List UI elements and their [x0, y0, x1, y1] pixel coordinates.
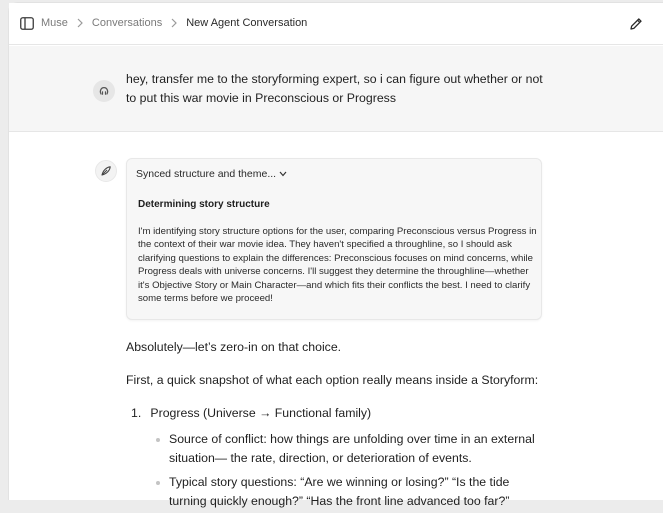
breadcrumb-current: New Agent Conversation [186, 17, 308, 29]
sidebar-toggle-icon[interactable] [20, 17, 34, 30]
list-item-label: Progress (Universe → Functional family) [150, 406, 372, 420]
user-message-text: hey, transfer me to the storyforming expert, so i can figure out whether or not to put this war movie in Preconscious or Progress [126, 72, 543, 105]
breadcrumb-conversations[interactable]: Conversations [91, 17, 163, 29]
bullet-item [156, 473, 536, 513]
top-bar [9, 3, 663, 45]
chevron-down-icon [279, 171, 287, 177]
bullet-text: Typical story questions: “Are we winning or losing?” “Is the tide turning quickly enough?” “Has the front line advanced too far?” [169, 475, 510, 508]
chevron-right-icon [171, 18, 177, 28]
breadcrumb-muse[interactable]: Muse [41, 17, 68, 29]
user-message-row [9, 46, 663, 132]
bullet-dot [156, 481, 160, 485]
user-avatar-icon [93, 80, 115, 102]
bullet-item [156, 430, 536, 470]
app-window [8, 2, 663, 508]
thinking-header-label: Synced structure and theme... [136, 168, 277, 180]
reply-lead: First, a quick snapshot of what each option really means inside a Storyform: [126, 373, 539, 387]
bullet-dot [156, 438, 160, 442]
breadcrumb [41, 17, 307, 29]
thinking-title: Determining story structure [138, 199, 270, 210]
thinking-toggle[interactable] [136, 168, 287, 180]
thinking-body: I'm identifying story structure options for the user, comparing Preconscious versus Progress in the context of their war movie idea. They haven't specified a throughline, so I should ask clarifying questions to explain the differences: Preconscious focuses on mind concerns, while Progress deals with universe concerns. I'll suggest they determine the throughline—whether it's Objective Story or Main Character—and which fits their conflicts the best. I need to clarify some terms before we proceed! [138, 226, 537, 305]
user-glyph-icon [98, 85, 110, 97]
pencil-icon[interactable] [629, 17, 643, 31]
list-number: 1. [131, 406, 142, 420]
feather-icon [95, 160, 117, 182]
list-item [131, 406, 371, 420]
chevron-right-icon [77, 18, 83, 28]
reply-intro: Absolutely—let’s zero-in on that choice. [126, 340, 342, 354]
bullet-text: Source of conflict: how things are unfolding over time in an external situation— the rate, direction, or deterioration of events. [169, 432, 535, 465]
thinking-panel [126, 158, 542, 320]
